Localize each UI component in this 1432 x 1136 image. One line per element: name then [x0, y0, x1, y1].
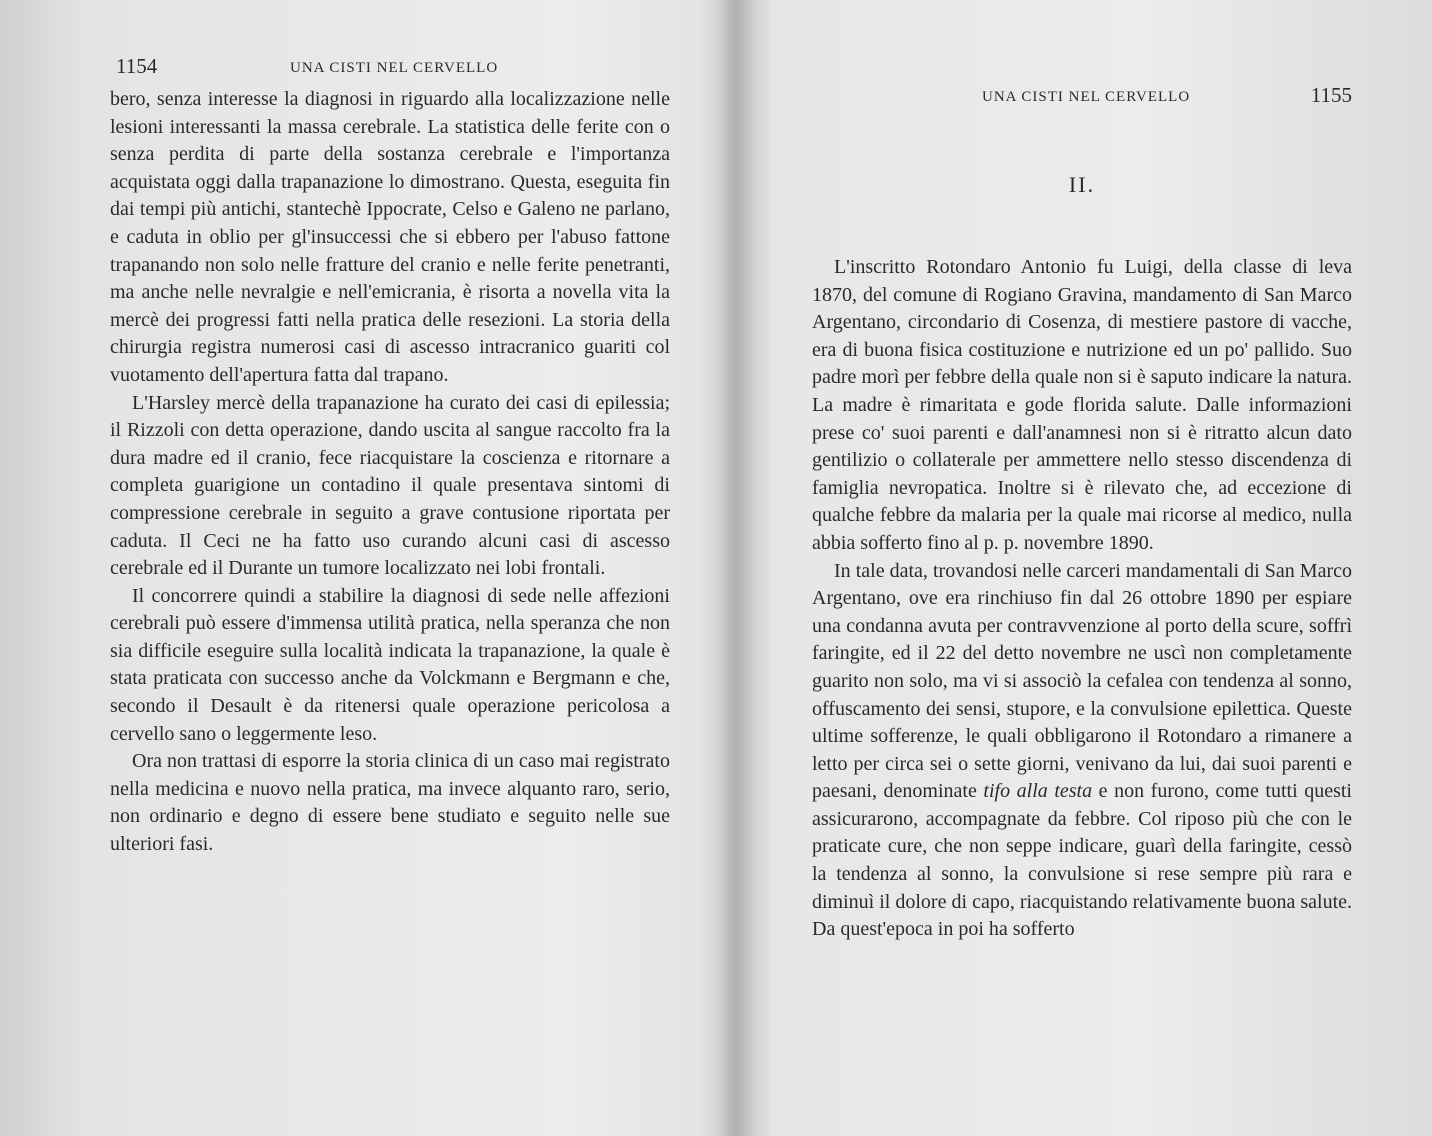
section-heading: II. — [1068, 172, 1096, 197]
paragraph: bero, senza interesse la diagnosi in riguardo alla localizzazione nelle lesioni interessanti la massa cerebrale. La statistica delle ferite con o senza perdita di parte della sostanza cerebrale e l'importanza acquistata oggi dalla trapanazione lo dimostrano. Questa, eseguita fin dai tempi più antichi, stantechè Ippocrate, Celso e Galeno ne parlano, e caduta in oblio per gl'insuccessi che si ebbero per l'abuso fattone trapanando non solo nelle fratture del cranio e nelle ferite penetranti, ma anche nelle nevralgie e nell'emicrania, è risorta a novella vita la mercè dei progressi fatti nella pratica delle resezioni. La storia della chirurgia registra numerosi casi di ascesso intracranico guariti col vuotamento dell'apertura fatta dal trapano. — [110, 88, 670, 386]
left-page — [110, 0, 670, 1136]
paragraph: Il concorrere quindi a stabilire la diagnosi di sede nelle affezioni cerebrali può essere d'immensa utilità pratica, nella speranza che non sia difficile eseguire sulla località indicata la trapanazione, la quale è stata praticata con successo anche da Volckmann e Bergmann e che, secondo il Desault è da ritenersi quale operazione pericolosa a cervello sano o leggermente leso. — [110, 584, 670, 745]
running-title: UNA CISTI NEL CERVELLO — [290, 60, 499, 76]
page-number: 1154 — [116, 54, 158, 78]
running-title: UNA CISTI NEL CERVELLO — [982, 89, 1191, 105]
paragraph-text: In tale data, trovandosi nelle carceri mandamentali di San Marco Argentano, ove era rinchiuso fin dal 26 ottobre 1890 per espiare una condanna avuta per contravvenzione al porto della scure, soffrì faringite, ed il 22 del detto novembre ne uscì non completamente guarito non solo, ma vi si associò la cefalea con tendenza al sonno, offuscamento dei sensi, stupore, e la convulsione epilettica. Queste ultime sofferenze, le quali obbligarono il Rotondaro a rimanere a letto per circa sei o sette giorni, venivano da lui, dai suoi parenti e paesani, denominate — [812, 559, 1352, 803]
paragraph — [812, 558, 1352, 944]
paragraph-text: e non furono, come tutti questi assicurarono, accompagnate da febbre. Col riposo più che con le praticate cure, che non seppe indicare, guarì della faringite, cessò la tendenza al sonno, la convulsione si rese sempre più rara e diminuì il dolore di capo, riacquistando relativamente buona salute. Da quest'epoca in poi ha sofferto — [812, 780, 1352, 941]
running-head — [110, 54, 670, 84]
italic-term: tifo alla testa — [983, 780, 1093, 803]
right-page — [812, 0, 1352, 1136]
running-head — [812, 83, 1352, 113]
body-text — [812, 254, 1352, 944]
paragraph: Ora non trattasi di esporre la storia clinica di un caso mai registrato nella medicina e nuovo nella pratica, ma invece alquanto raro, serio, non ordinario e degno di essere bene studiato e seguito nelle sue ulteriori fasi. — [110, 750, 670, 856]
page-number: 1155 — [1310, 83, 1352, 107]
paragraph: L'inscritto Rotondaro Antonio fu Luigi, della classe di leva 1870, del comune di Rogiano Gravina, mandamento di San Marco Argentano, circondario di Cosenza, di mestiere pastore di vacche, era di buona fisica costituzione e nutrizione ed un po' pallido. Suo padre morì per febbre della quale non si è saputo indicare la natura. La madre è rimaritata e gode florida salute. Dalle informazioni prese co' suoi parenti e dall'anamnesi non si è ritratto alcun dato gentilizio o collaterale per ammettere nello stesso discendenza di famiglia nevropatica. Inoltre si è rilevato che, ad eccezione di qualche febbre da malaria per la quale mai ricorse al medico, nulla abbia sofferto fino al p. p. novembre 1890. — [812, 256, 1352, 554]
paragraph: L'Harsley mercè della trapanazione ha curato dei casi di epilessia; il Rizzoli con detta operazione, dando uscita al sangue raccolto fra la dura madre ed il cranio, fece riacquistare la coscienza e ritornare a completa guarigione un contadino il quale presentava sintomi di compressione cerebrale in seguito a grave contusione riportata per caduta. Il Ceci ne ha fatto uso curando alcuni casi di ascesso cerebrale ed il Durante un tumore localizzato nei lobi frontali. — [110, 391, 670, 580]
book-gutter — [700, 0, 770, 1136]
body-text — [110, 86, 670, 859]
